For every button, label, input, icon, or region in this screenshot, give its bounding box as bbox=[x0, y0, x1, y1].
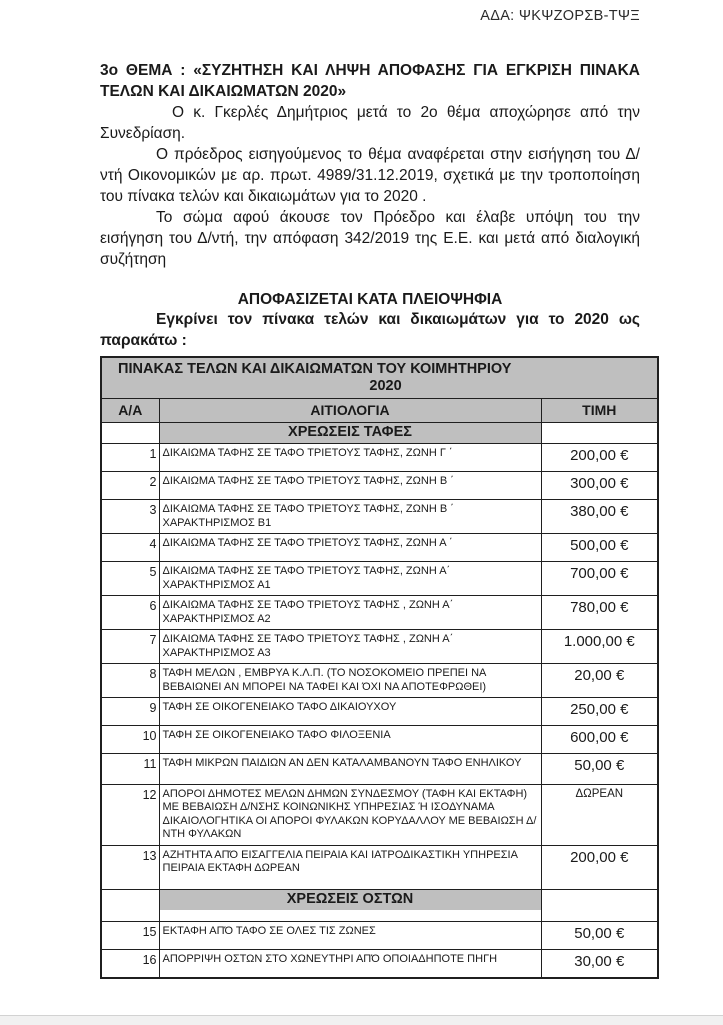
row-description: ΑΖΗΤΗΤΑ ΑΠΌ ΕΙΣΑΓΓΕΛΙΑ ΠΕΙΡΑΙΑ ΚΑΙ ΙΑΤΡΟΔΙΚΑΣΤΙΚΗ ΥΠΗΡΕΣΙΑ ΠΕΙΡΑΙΑ ΕΚΤΑΦΗ ΔΩΡΕΑΝ bbox=[159, 845, 541, 889]
ada-reference: ΑΔΑ: ΨΚΨΖΟΡΣΒ-ΤΨΞ bbox=[480, 8, 640, 24]
table-title-cell bbox=[101, 357, 658, 399]
row-description: ΔΙΚΑΙΩΜΑ ΤΑΦΗΣ ΣΕ ΤΑΦΟ ΤΡΙΕΤΟΥΣ ΤΑΦΗΣ , ΖΩΝΗ Α΄ ΧΑΡΑΚΤΗΡΙΣΜΟΣ Α2 bbox=[159, 596, 541, 630]
table-row bbox=[101, 472, 658, 500]
table-row bbox=[101, 698, 658, 726]
row-description: ΤΑΦΗ ΜΕΛΩΝ , ΕΜΒΡΥΑ Κ.Λ.Π. (ΤΟ ΝΟΣΟΚΟΜΕΙΟ ΠΡΕΠΕΙ ΝΑ ΒΕΒΑΙΩΝΕΙ ΑΝ ΜΠΟΡΕΙ ΝΑ ΤΑΦΕΙ ΚΑΙ ΌΧΙ ΝΑ ΑΠΟΤΕΦΡΩΘΕΙ) bbox=[159, 664, 541, 698]
row-number: 9 bbox=[101, 698, 159, 726]
row-number: 2 bbox=[101, 472, 159, 500]
fees-table bbox=[100, 356, 659, 979]
row-description: ΤΑΦΗ ΜΙΚΡΩΝ ΠΑΙΔΙΩΝ ΑΝ ΔΕΝ ΚΑΤΑΛΑΜΒΑΝΟΥΝ ΤΑΦΟ ΕΝΗΛΙΚΟΥ bbox=[159, 754, 541, 785]
table-row bbox=[101, 754, 658, 785]
document-body bbox=[100, 8, 657, 979]
row-price: 700,00 € bbox=[541, 562, 658, 596]
paragraph-departure: Ο κ. Γκερλές Δημήτριος μετά το 2ο θέμα αποχώρησε από την Συνεδρίαση. bbox=[100, 104, 640, 142]
table-row bbox=[101, 845, 658, 889]
row-price: 200,00 € bbox=[541, 845, 658, 889]
row-number: 15 bbox=[101, 921, 159, 949]
row-price: ΔΩΡΕΑΝ bbox=[541, 784, 658, 845]
row-description: ΔΙΚΑΙΩΜΑ ΤΑΦΗΣ ΣΕ ΤΑΦΟ ΤΡΙΕΤΟΥΣ ΤΑΦΗΣ, ΖΩΝΗ Α΄ ΧΑΡΑΚΤΗΡΙΣΜΟΣ Α1 bbox=[159, 562, 541, 596]
row-description: ΔΙΚΑΙΩΜΑ ΤΑΦΗΣ ΣΕ ΤΑΦΟ ΤΡΙΕΤΟΥΣ ΤΑΦΗΣ, ΖΩΝΗ Γ ΄ bbox=[159, 444, 541, 472]
row-price: 50,00 € bbox=[541, 921, 658, 949]
row-description: ΤΑΦΗ ΣΕ ΟΙΚΟΓΕΝΕΙΑΚΟ ΤΑΦΟ ΦΙΛΟΞΕΝΙΑ bbox=[159, 726, 541, 754]
table-row bbox=[101, 534, 658, 562]
section-header-tafes bbox=[101, 423, 658, 444]
row-description: ΔΙΚΑΙΩΜΑ ΤΑΦΗΣ ΣΕ ΤΑΦΟ ΤΡΙΕΤΟΥΣ ΤΑΦΗΣ, ΖΩΝΗ Α ΄ bbox=[159, 534, 541, 562]
table-row bbox=[101, 630, 658, 664]
row-number: 16 bbox=[101, 949, 159, 978]
row-price: 600,00 € bbox=[541, 726, 658, 754]
section-header-oston bbox=[101, 889, 658, 921]
row-description: ΔΙΚΑΙΩΜΑ ΤΑΦΗΣ ΣΕ ΤΑΦΟ ΤΡΙΕΤΟΥΣ ΤΑΦΗΣ, ΖΩΝΗ Β ΄ bbox=[159, 472, 541, 500]
row-price: 50,00 € bbox=[541, 754, 658, 785]
approval-paragraph: Εγκρίνει τον πίνακα τελών και δικαιωμάτων για το 2020 ως παρακάτω : bbox=[100, 311, 640, 349]
row-number: 3 bbox=[101, 500, 159, 534]
row-price: 500,00 € bbox=[541, 534, 658, 562]
table-row bbox=[101, 949, 658, 978]
paragraph-deliberation: Το σώμα αφού άκουσε τον Πρόεδρο και έλαβε υπόψη του την εισήγηση του Δ/ντή, την απόφαση 342/2019 της Ε.Ε. και μετά από διαλογική συζήτηση bbox=[100, 209, 640, 268]
table-row bbox=[101, 444, 658, 472]
row-number: 4 bbox=[101, 534, 159, 562]
column-header-price: ΤΙΜΗ bbox=[541, 399, 658, 423]
paragraph-introduction: Ο πρόεδρος εισηγούμενος το θέμα αναφέρεται στην εισήγηση του Δ/ντή Οικονομικών με αρ. πρωτ. 4989/31.12.2019, σχετικά με την τροποποίηση του πίνακα τελών και δικαιωμάτων για το 2020 . bbox=[100, 146, 640, 205]
row-price: 30,00 € bbox=[541, 949, 658, 978]
row-price: 200,00 € bbox=[541, 444, 658, 472]
column-header-aa: Α/Α bbox=[101, 399, 159, 423]
table-row bbox=[101, 784, 658, 845]
row-price: 1.000,00 € bbox=[541, 630, 658, 664]
row-number: 8 bbox=[101, 664, 159, 698]
row-price: 780,00 € bbox=[541, 596, 658, 630]
row-number: 6 bbox=[101, 596, 159, 630]
table-row bbox=[101, 562, 658, 596]
decision-heading: ΑΠΟΦΑΣΙΖΕΤΑΙ ΚΑΤΑ ΠΛΕΙΟΨΗΦΙΑ bbox=[237, 291, 503, 308]
row-price: 250,00 € bbox=[541, 698, 658, 726]
table-title: ΠΙΝΑΚΑΣ ΤΕΛΩΝ ΚΑΙ ΔΙΚΑΙΩΜΑΤΩΝ ΤΟΥ ΚΟΙΜΗΤΗΡΙΟΥ bbox=[118, 361, 512, 377]
row-number: 7 bbox=[101, 630, 159, 664]
table-title-year: 2020 bbox=[369, 378, 402, 394]
table-row bbox=[101, 500, 658, 534]
table-row bbox=[101, 726, 658, 754]
table-row bbox=[101, 596, 658, 630]
row-number: 12 bbox=[101, 784, 159, 845]
row-description: ΑΠΟΡΡΙΨΗ ΟΣΤΩΝ ΣΤΟ ΧΩΝΕΥΤΗΡΙ ΑΠΌ ΟΠΟΙΑΔΗΠΟΤΕ ΠΗΓΗ bbox=[159, 949, 541, 978]
row-description: ΕΚΤΑΦΗ ΑΠΌ ΤΑΦΟ ΣΕ ΟΛΕΣ ΤΙΣ ΖΩΝΕΣ bbox=[159, 921, 541, 949]
table-row bbox=[101, 664, 658, 698]
column-header-row bbox=[101, 399, 658, 423]
row-description: ΔΙΚΑΙΩΜΑ ΤΑΦΗΣ ΣΕ ΤΑΦΟ ΤΡΙΕΤΟΥΣ ΤΑΦΗΣ, ΖΩΝΗ Β ΄ ΧΑΡΑΚΤΗΡΙΣΜΟΣ Β1 bbox=[159, 500, 541, 534]
topic-heading: 3ο ΘΕΜΑ : «ΣΥΖΗΤΗΣΗ ΚΑΙ ΛΗΨΗ ΑΠΟΦΑΣΗΣ ΓΙΑ ΕΓΚΡΙΣΗ ΠΙΝΑΚΑ ΤΕΛΩΝ ΚΑΙ ΔΙΚΑΙΩΜΑΤΩΝ 2020» bbox=[100, 62, 640, 100]
row-number: 13 bbox=[101, 845, 159, 889]
row-price: 380,00 € bbox=[541, 500, 658, 534]
row-number: 11 bbox=[101, 754, 159, 785]
row-description: ΤΑΦΗ ΣΕ ΟΙΚΟΓΕΝΕΙΑΚΟ ΤΑΦΟ ΔΙΚΑΙΟΥΧΟΥ bbox=[159, 698, 541, 726]
section-label-oston: ΧΡΕΩΣΕΙΣ ΟΣΤΩΝ bbox=[160, 890, 541, 910]
column-header-reason: ΑΙΤΙΟΛΟΓΙΑ bbox=[159, 399, 541, 423]
row-description: ΑΠΟΡΟΙ ΔΗΜΟΤΕΣ ΜΕΛΩΝ ΔΗΜΩΝ ΣΥΝΔΕΣΜΟΥ (ΤΑΦΗ ΚΑΙ ΕΚΤΑΦΗ) ΜΕ ΒΕΒΑΙΩΣΗ Δ/ΝΣΗΣ ΚΟΙΝΩΝΙΚΗΣ ΥΠΗΡΕΣΙΑΣ Ή ΙΣΟΔΥΝΑΜΑ ΔΙΚΑΙΟΛΟΓΗΤΙΚΑ ΟΙ ΑΠΟΡΟΙ ΦΥΛΑΚΩΝ ΚΟΡΥΔΑΛΛΟΥ ΜΕ ΒΕΒΑΙΩΣΗ Δ/ΝΤΗ ΦΥΛΑΚΩΝ bbox=[159, 784, 541, 845]
row-price: 300,00 € bbox=[541, 472, 658, 500]
table-title-row bbox=[101, 357, 658, 399]
section-cell-oston bbox=[159, 889, 541, 921]
row-number: 5 bbox=[101, 562, 159, 596]
row-number: 10 bbox=[101, 726, 159, 754]
row-description: ΔΙΚΑΙΩΜΑ ΤΑΦΗΣ ΣΕ ΤΑΦΟ ΤΡΙΕΤΟΥΣ ΤΑΦΗΣ , ΖΩΝΗ Α΄ ΧΑΡΑΚΤΗΡΙΣΜΟΣ Α3 bbox=[159, 630, 541, 664]
row-number: 1 bbox=[101, 444, 159, 472]
table-row bbox=[101, 921, 658, 949]
section-label-tafes: ΧΡΕΩΣΕΙΣ ΤΑΦΕΣ bbox=[159, 423, 541, 444]
row-price: 20,00 € bbox=[541, 664, 658, 698]
